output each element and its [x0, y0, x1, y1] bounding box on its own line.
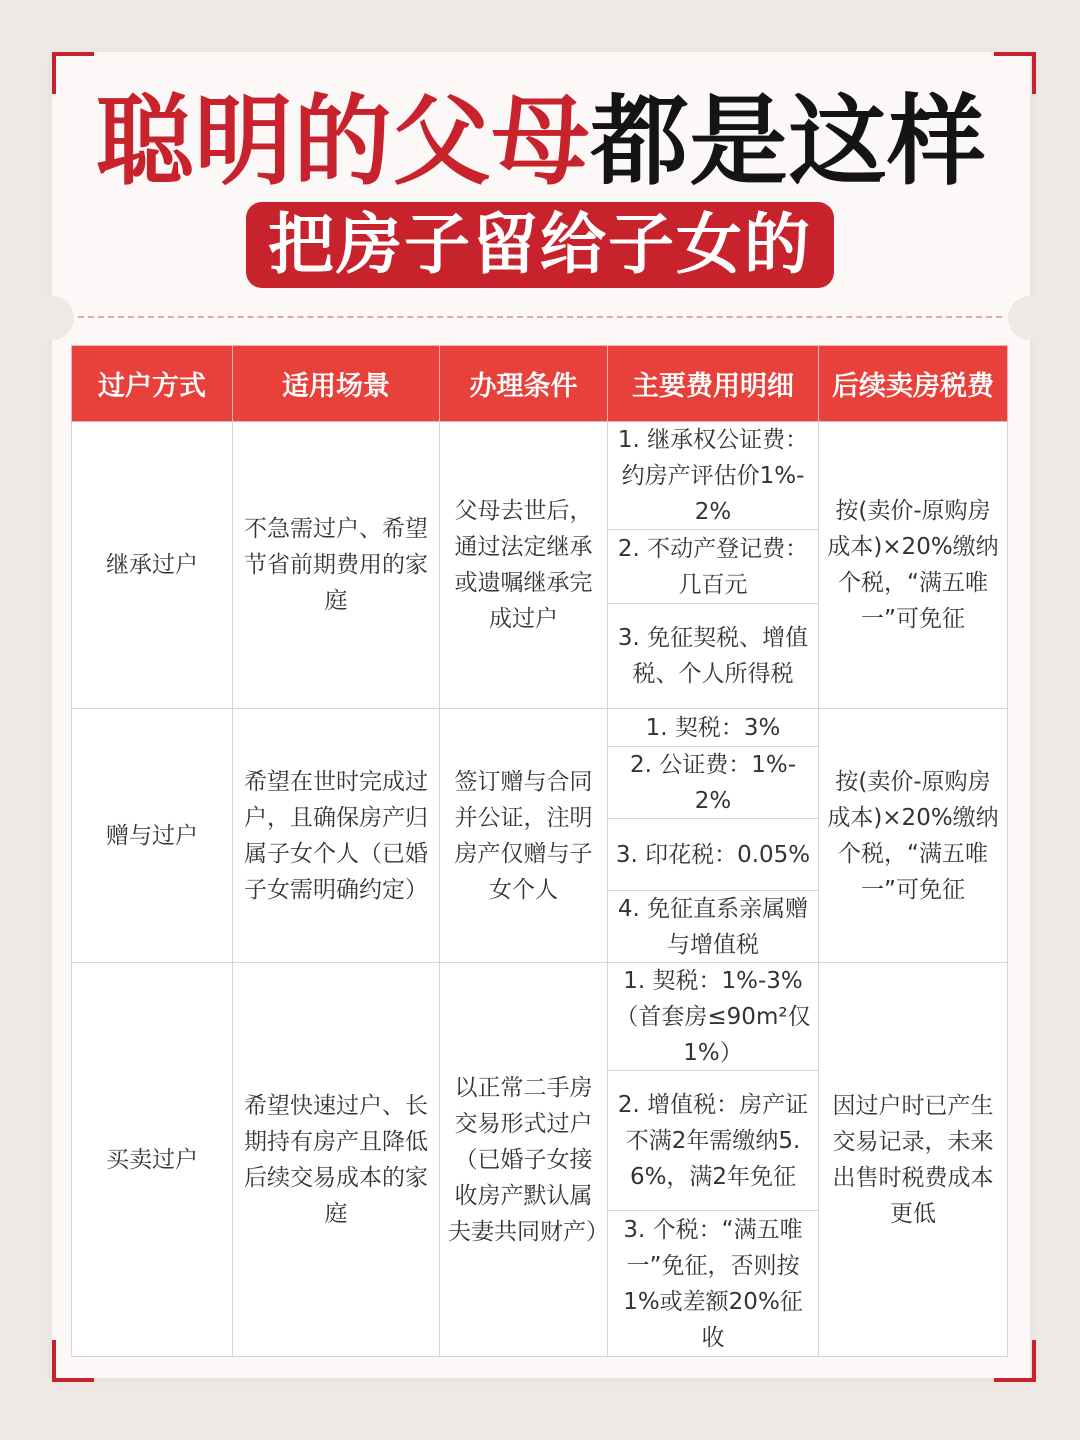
- fee-item: [608, 1071, 818, 1211]
- scenario-cell: 不急需过户、希望节省前期费用的家庭: [233, 422, 440, 709]
- fee-text: 3. 印花税：0.05%: [615, 841, 811, 868]
- fee-item: [608, 709, 818, 747]
- column-header-resale-tax: 后续卖房税费: [819, 346, 1008, 422]
- method-cell: 买卖过户: [72, 963, 233, 1357]
- fee-item: [608, 530, 818, 604]
- fees-cell: [608, 422, 819, 709]
- fee-text: 2. 不动产登记费：几百元: [617, 535, 809, 598]
- scenario-cell: 希望快速过户、长期持有房产且降低后续交易成本的家庭: [233, 963, 440, 1357]
- fee-item: [608, 747, 818, 819]
- page-title: [52, 82, 1030, 202]
- condition-cell: 以正常二手房交易形式过户（已婚子女接收房产默认属夫妻共同财产）: [440, 963, 608, 1357]
- column-header-scenario: 适用场景: [233, 346, 440, 422]
- condition-cell: 父母去世后，通过法定继承或遗嘱继承完成过户: [440, 422, 608, 709]
- column-header-method: 过户方式: [72, 346, 233, 422]
- table-row: [72, 422, 1008, 709]
- fee-item: [608, 604, 818, 708]
- column-header-fees: 主要费用明细: [608, 346, 819, 422]
- fee-item: [608, 891, 818, 962]
- comparison-table: [71, 345, 1008, 1357]
- method-cell: 继承过户: [72, 422, 233, 709]
- fee-text: 1. 契税：1%-3%（首套房≤90m²仅1%）: [615, 967, 811, 1066]
- fee-text: 4. 免征直系亲属赠与增值税: [617, 895, 809, 958]
- fee-text: 2. 增值税：房产证不满2年需缴纳5.6%，满2年免征: [617, 1091, 809, 1190]
- table-header-row: [72, 346, 1008, 422]
- fee-item: [608, 1211, 818, 1356]
- resale-tax-cell: 因过户时已产生交易记录，未来出售时税费成本更低: [819, 963, 1008, 1357]
- subtitle-banner: 把房子留给子女的: [246, 202, 834, 288]
- fee-text: 3. 免征契税、增值税、个人所得税: [617, 625, 809, 687]
- title-red-part: 聪明的父母: [95, 85, 591, 199]
- scenario-cell: 希望在世时完成过户，且确保房产归属子女个人（已婚子女需明确约定）: [233, 709, 440, 963]
- resale-tax-cell: 按(卖价-原购房成本)×20%缴纳个税，“满五唯一”可免征: [819, 709, 1008, 963]
- title-black-part: 都是这样: [590, 85, 987, 199]
- fee-item: [608, 819, 818, 891]
- fee-item: [608, 963, 818, 1071]
- fee-text: 3. 个税：“满五唯一”免征，否则按1%或差额20%征收: [623, 1216, 803, 1351]
- fee-text: 1. 继承权公证费：约房产评估价1%-2%: [617, 426, 809, 525]
- fee-text: 2. 公证费：1%-2%: [629, 751, 797, 814]
- column-header-condition: 办理条件: [440, 346, 608, 422]
- method-cell: 赠与过户: [72, 709, 233, 963]
- fees-cell: [608, 709, 819, 963]
- dashed-divider: [78, 316, 1002, 318]
- condition-cell: 签订赠与合同并公证，注明房产仅赠与子女个人: [440, 709, 608, 963]
- fee-text: 1. 契税：3%: [645, 714, 781, 741]
- fee-item: [608, 422, 818, 530]
- table-row: [72, 963, 1008, 1357]
- table-row: [72, 709, 1008, 963]
- resale-tax-cell: 按(卖价-原购房成本)×20%缴纳个税，“满五唯一”可免征: [819, 422, 1008, 709]
- fees-cell: [608, 963, 819, 1357]
- ticket-notch: [30, 296, 74, 340]
- ticket-notch: [1008, 296, 1052, 340]
